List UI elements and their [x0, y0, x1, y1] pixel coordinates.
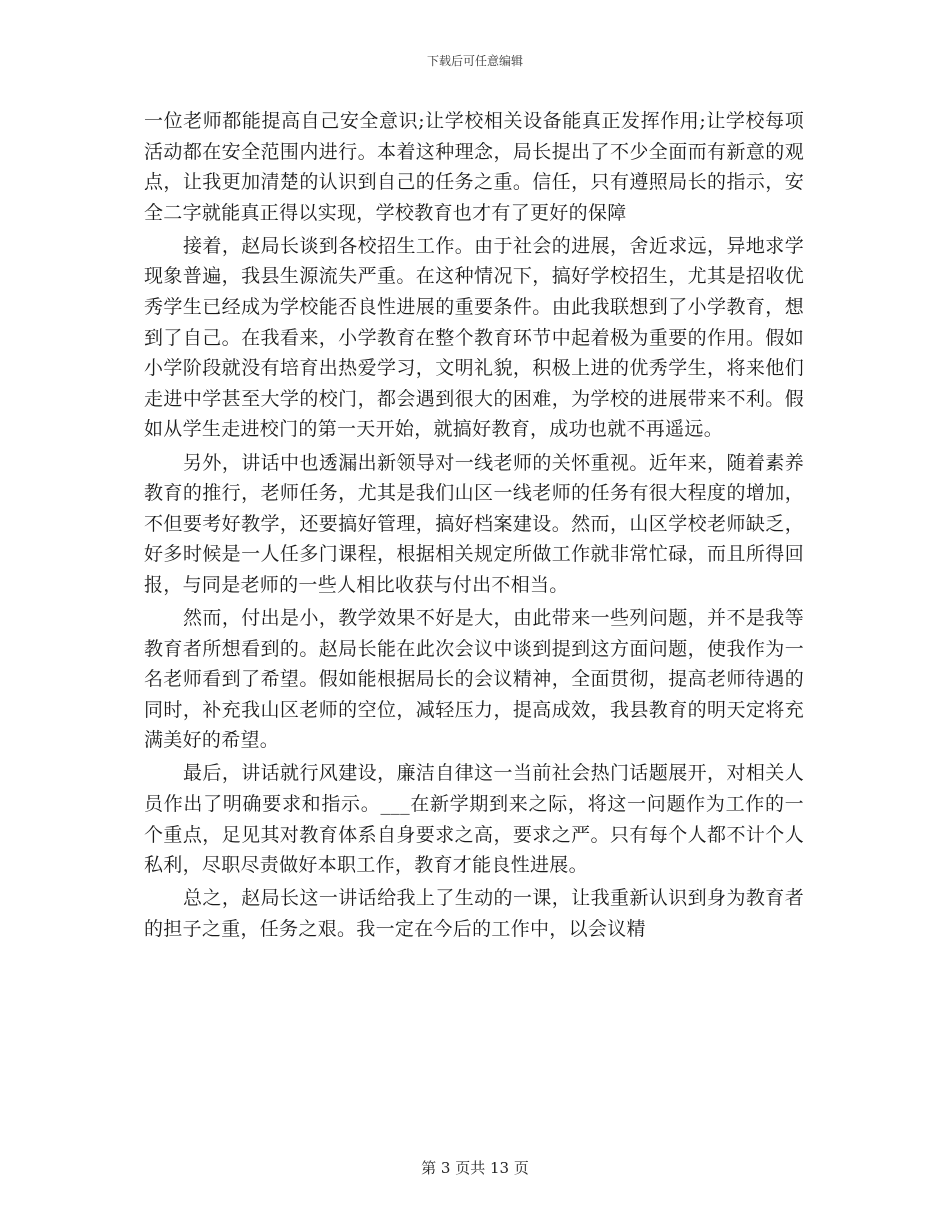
page-number: 第 3 页共 13 页: [421, 1159, 529, 1177]
paragraph-teaching-results: 然而，付出是小，教学效果不好是大，由此带来一些列问题，并不是我等教育者所想看到的。赵局长能在此次会议中谈到提到这方面问题，使我作为一名老师看到了希望。假如能根据局长的会议精神，全面贯彻，提高老师待遇的同时，补充我山区老师的空位，减轻压力，提高成效，我县教育的明天定将充满美好的希望。: [144, 607, 804, 752]
document-body: [144, 106, 804, 947]
paragraph-enrollment: 接着，赵局长谈到各校招生工作。由于社会的进展，舍近求远，异地求学现象普遍，我县生源流失严重。在这种情况下，搞好学校招生，尤其是招收优秀学生已经成为学校能否良性进展的重要条件。由此我联想到了小学教育，想到了自己。在我看来，小学教育在整个教育环节中起着极为重要的作用。假如小学阶段就没有培育出热爱学习，文明礼貌，积极上进的优秀学生，将来他们走进中学甚至大学的校门，都会遇到很大的困难，为学校的进展带来不利。假如从学生走进校门的第一天开始，就搞好教育，成功也就不再遥远。: [144, 234, 804, 441]
page-header: 下载后可任意编辑: [426, 54, 523, 68]
paragraph-safety: 一位老师都能提高自己安全意识;让学校相关设备能真正发挥作用;让学校每项活动都在安全范围内进行。本着这种理念，局长提出了不少全面而有新意的观点，让我更加清楚的认识到自己的任务之重。信任，只有遵照局长的指示，安全二字就能真正得以实现，学校教育也才有了更好的保障: [144, 110, 804, 224]
paragraph-teacher-care: 另外，讲话中也透漏出新领导对一线老师的关怀重视。近年来，随着素养教育的推行，老师任务，尤其是我们山区一线老师的任务有很大程度的增加，不但要考好教学，还要搞好管理，搞好档案建设。然而，山区学校老师缺乏，好多时候是一人任多门课程，根据相关规定所做工作就非常忙碌，而且所得回报，与同是老师的一些人相比收获与付出不相当。: [144, 451, 804, 596]
paragraph-conduct: 最后，讲话就行风建设，廉洁自律这一当前社会热门话题展开，对相关人员作出了明确要求和指示。___在新学期到来之际，将这一问题作为工作的一个重点，足见其对教育体系自身要求之高，要求之严。只有每个人都不计个人私利，尽职尽责做好本职工作，教育才能良性进展。: [144, 762, 804, 877]
paragraph-conclusion: 总之，赵局长这一讲话给我上了生动的一课，让我重新认识到身为教育者的担子之重，任务之艰。我一定在今后的工作中，以会议精: [144, 887, 804, 940]
